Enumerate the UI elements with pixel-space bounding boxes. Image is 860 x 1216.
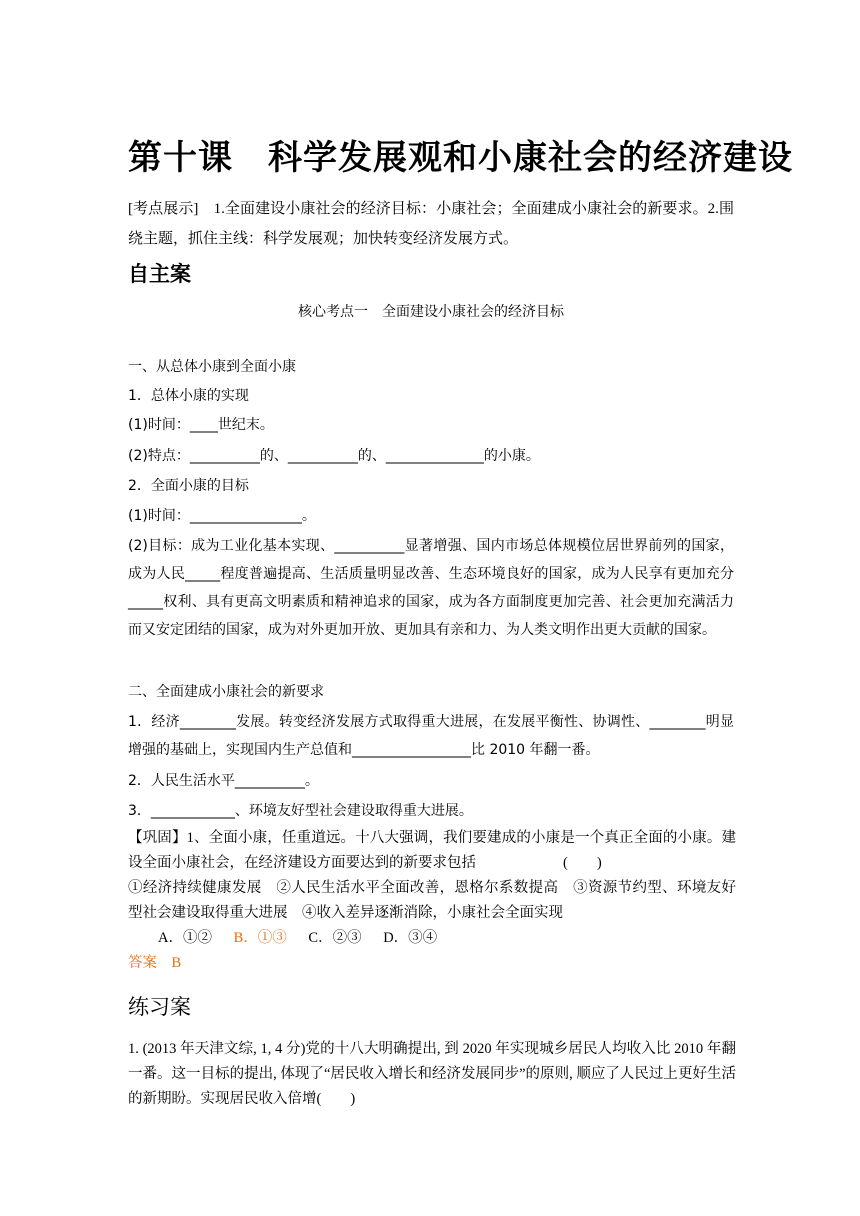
item-features: (2)特点：__________的、__________的、______________的小康。 (128, 448, 540, 464)
requirement-2: 2．人民生活水平__________。 (128, 773, 319, 789)
requirement-3: 3．____________、环境友好型社会建设取得重大进展。 (128, 803, 473, 819)
section2-heading: 二、全面建成小康社会的新要求 (128, 684, 324, 700)
option-c: C．②③ (308, 930, 362, 946)
consolidation-question (128, 826, 736, 976)
goal-paragraph: (2)目标：成为工业化基本实现、__________显著增强、国内市场总体规模位居世界前列的国家，成为人民_____程度普遍提高、生活质量明显改善、生态环境良好的国家，成为人民享有更加充分_____权利、具有更高文明素质和精神追求的国家，成为各方面制度更加完善、社会更加充满活力而又安定团结的国家，成为对外更加开放、更加具有亲和力、为人类文明作出更大贡献的国家。 (128, 538, 734, 638)
requirement-1: 1．经济________发展。转变经济发展方式取得重大进展，在发展平衡性、协调性、________明显增强的基础上，实现国内生产总值和_________________比 2010 年翻一番。 (128, 714, 734, 758)
item-time-2: (1)时间：________________。 (128, 508, 316, 524)
core-point-heading: 核心考点一 全面建设小康社会的经济目标 (298, 304, 564, 320)
page-title: 第十课 科学发展观和小康社会的经济建设 (128, 140, 793, 177)
option-b: B．①③ (233, 930, 287, 946)
option-a: A．①② (158, 930, 212, 946)
question-stem: 【巩固】1、全面小康，任重道远。十八大强调，我们要建成的小康是一个真正全面的小康。建设全面小康社会，在经济建设方面要达到的新要求包括 ( ) (128, 830, 736, 871)
section1-heading: 一、从总体小康到全面小康 (128, 359, 296, 375)
item-total-xiaokang: 1．总体小康的实现 (128, 388, 249, 404)
question-options (128, 926, 736, 951)
answer: 答案 B (128, 955, 182, 971)
exam-points: [考点展示] 1.全面建设小康社会的经济目标：小康社会；全面建成小康社会的新要求。2.围绕主题，抓住主线：科学发展观；加快转变经济发展方式。 (128, 201, 734, 247)
self-study-heading: 自主案 (128, 262, 191, 286)
exercise-1: 1. (2013 年天津文综, 1, 4 分)党的十八大明确提出, 到 2020 年实现城乡居民人均收入比 2010 年翻一番。这一目标的提出, 体现了“居民收入增长和经济发展同步”的原则, 顺应了人民过上更好生活的新期盼。实现居民收入倍增( ) (128, 1041, 736, 1107)
question-items: ①经济持续健康发展 ②人民生活水平全面改善，恩格尔系数提高 ③资源节约型、环境友好型社会建设取得重大进展 ④收入差异逐渐消除，小康社会全面实现 (128, 880, 736, 921)
item-time-1: (1)时间：____世纪末。 (128, 417, 274, 433)
item-full-xiaokang-goal: 2．全面小康的目标 (128, 478, 249, 494)
option-d: D．③④ (383, 930, 438, 946)
practice-heading: 练习案 (128, 995, 191, 1019)
